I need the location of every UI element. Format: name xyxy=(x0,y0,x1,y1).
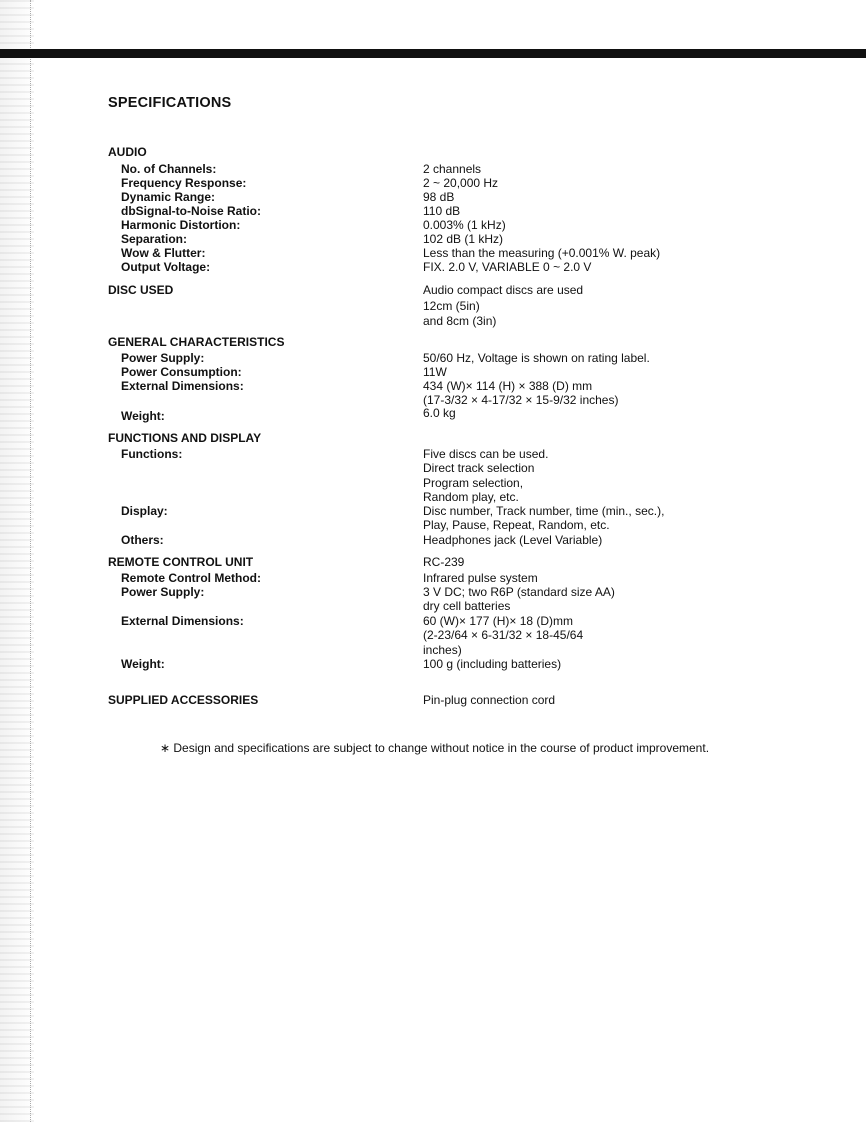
spec-value xyxy=(423,585,843,614)
spec-label: Dynamic Range: xyxy=(121,190,216,204)
spec-value: 2 channels xyxy=(423,162,482,176)
spec-value: 0.003% (1 kHz) xyxy=(423,218,506,232)
spec-label: Weight: xyxy=(121,409,165,423)
spec-value: 2 ~ 20,000 Hz xyxy=(423,176,499,190)
spec-label: Others: xyxy=(121,533,164,547)
spec-label: Wow & Flutter: xyxy=(121,246,206,260)
spec-value xyxy=(423,504,843,533)
spec-value xyxy=(423,614,843,657)
spec-label: Power Supply: xyxy=(121,351,205,365)
spec-value: Headphones jack (Level Variable) xyxy=(423,533,603,547)
spec-label: dbSignal-to-Noise Ratio: xyxy=(121,204,261,218)
spec-value xyxy=(423,447,843,504)
spec-label: Power Consumption: xyxy=(121,365,242,379)
spec-value: Less than the measuring (+0.001% W. peak) xyxy=(423,246,661,260)
section-heading: AUDIO xyxy=(108,145,147,159)
spec-label: External Dimensions: xyxy=(121,379,244,393)
spec-value: FIX. 2.0 V, VARIABLE 0 ~ 2.0 V xyxy=(423,260,592,274)
spec-label: Frequency Response: xyxy=(121,176,247,190)
section-heading: DISC USED xyxy=(108,283,174,297)
spec-value xyxy=(423,379,843,408)
spec-value: 110 dB xyxy=(423,204,461,218)
spec-value: Infrared pulse system xyxy=(423,571,538,585)
value-line: 12cm (5in) xyxy=(423,299,480,314)
spec-label: Separation: xyxy=(121,232,188,246)
value-line: Program selection, xyxy=(423,475,524,490)
value-line: 60 (W)× 177 (H)× 18 (D)mm xyxy=(423,614,574,628)
value-line: (17-3/32 × 4-17/32 × 15-9/32 inches) xyxy=(423,393,619,408)
spec-value: 100 g (including batteries) xyxy=(423,657,562,671)
value-line: Disc number, Track number, time (min., sec.), xyxy=(423,504,665,518)
section-heading: REMOTE CONTROL UNIT xyxy=(108,555,254,569)
spec-label: External Dimensions: xyxy=(121,614,244,628)
footnote: ∗ Design and specifications are subject to change without notice in the course of product improvement. xyxy=(160,741,710,755)
value-line: Direct track selection xyxy=(423,461,535,476)
spec-value: 11W xyxy=(423,365,447,379)
section-heading: GENERAL CHARACTERISTICS xyxy=(108,335,285,349)
spec-value: 6.0 kg xyxy=(423,406,456,420)
spec-label: Remote Control Method: xyxy=(121,571,261,585)
value-line: Play, Pause, Repeat, Random, etc. xyxy=(423,518,610,533)
spec-label: Output Voltage: xyxy=(121,260,211,274)
spec-label: Functions: xyxy=(121,447,183,461)
spec-label: Weight: xyxy=(121,657,165,671)
page-binding-edge xyxy=(0,0,34,1122)
spec-label: Power Supply: xyxy=(121,585,205,599)
spec-label: Harmonic Distortion: xyxy=(121,218,241,232)
spec-value: RC-239 xyxy=(423,555,465,569)
spec-value: 102 dB (1 kHz) xyxy=(423,232,504,246)
spec-value: 98 dB xyxy=(423,190,455,204)
value-line: (2-23/64 × 6-31/32 × 18-45/64 xyxy=(423,628,584,643)
value-line: dry cell batteries xyxy=(423,599,511,614)
value-line: 434 (W)× 114 (H) × 388 (D) mm xyxy=(423,379,593,393)
spec-value xyxy=(423,283,843,328)
value-line: Audio compact discs are used xyxy=(423,283,584,297)
section-heading: SUPPLIED ACCESSORIES xyxy=(108,693,259,707)
spec-value: Pin-plug connection cord xyxy=(423,693,556,707)
top-rule xyxy=(0,49,866,58)
page-title: SPECIFICATIONS xyxy=(108,95,232,111)
value-line: inches) xyxy=(423,642,462,657)
section-heading: FUNCTIONS AND DISPLAY xyxy=(108,431,262,445)
value-line: and 8cm (3in) xyxy=(423,313,497,328)
value-line: Five discs can be used. xyxy=(423,447,549,461)
spec-value: 50/60 Hz, Voltage is shown on rating label. xyxy=(423,351,650,365)
value-line: Random play, etc. xyxy=(423,489,519,504)
value-line: 3 V DC; two R6P (standard size AA) xyxy=(423,585,615,599)
spec-label: No. of Channels: xyxy=(121,162,217,176)
spec-label: Display: xyxy=(121,504,168,518)
